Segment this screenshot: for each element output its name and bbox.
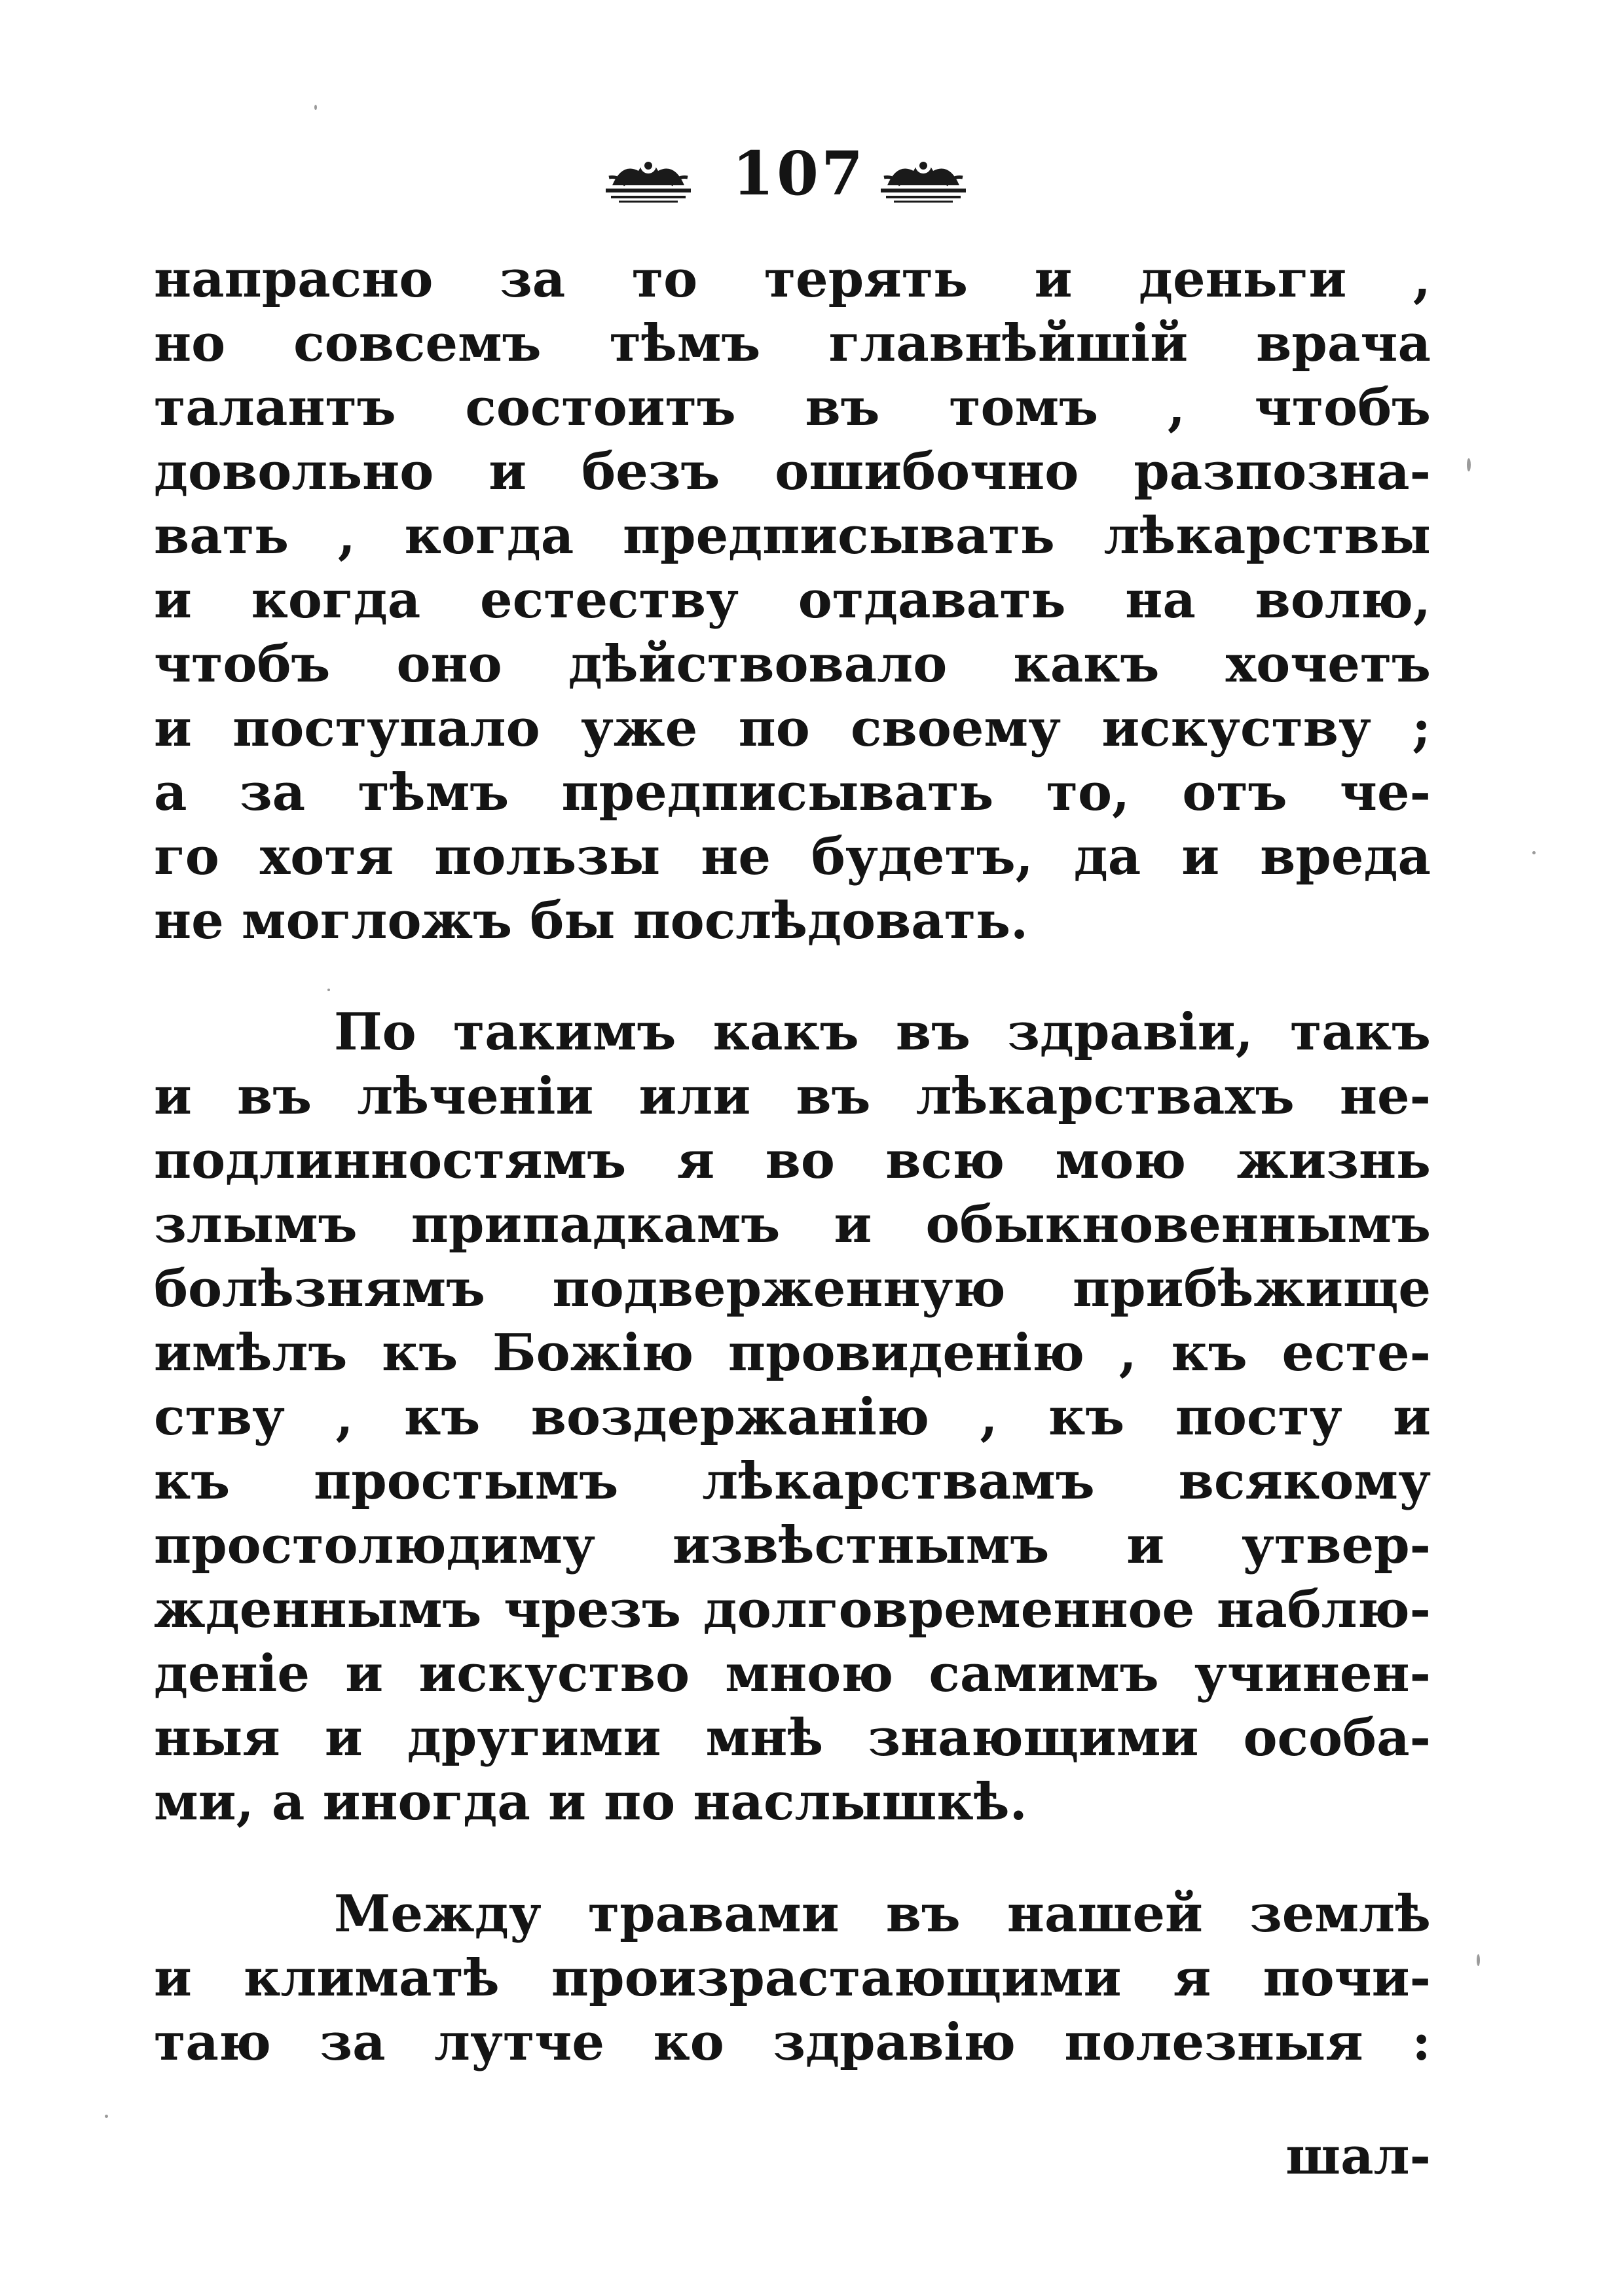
floral-ornament-icon — [874, 139, 972, 205]
print-speck — [105, 2115, 108, 2118]
text-line: и климатѣ произрастающими я почи- — [154, 1948, 1431, 2008]
text-line: болѣзнямъ подверженную прибѣжище — [154, 1259, 1431, 1319]
text-line: а за тѣмъ предписывать то, отъ че- — [154, 763, 1431, 822]
text-line: злымъ припадкамъ и обыкновеннымъ — [154, 1195, 1431, 1254]
text-line: ству , къ воздержанію , къ посту и — [154, 1387, 1431, 1447]
print-speck — [1477, 1954, 1480, 1966]
print-speck — [314, 105, 317, 110]
text-line: и поступало уже по своему искуству ; — [154, 699, 1431, 758]
text-line: напрасно за то терять и деньги , — [154, 249, 1431, 309]
print-speck — [327, 989, 330, 991]
text-line: таю за лутче ко здравію полезныя : — [154, 2013, 1431, 2072]
text-line: къ простымъ лѣкарствамъ всякому — [154, 1451, 1431, 1511]
paragraph-3 — [154, 1882, 1431, 2075]
text-line: простолюдиму извѣстнымъ и утвер- — [154, 1516, 1431, 1575]
text-line: подлинностямъ я во всю мою жизнь — [154, 1131, 1431, 1190]
text-line: но совсемъ тѣмъ главнѣйшій врача — [154, 314, 1431, 373]
page-header — [0, 128, 1624, 219]
text-line: Между травами въ нашей землѣ — [334, 1884, 1431, 1944]
print-speck — [1532, 851, 1536, 854]
paragraph-2 — [154, 1000, 1431, 1834]
text-line: не могложъ бы послѣдовать. — [154, 891, 1029, 951]
text-line: довольно и безъ ошибочно разпозна- — [154, 442, 1431, 501]
text-line: талантъ состоитъ въ томъ , чтобъ — [154, 378, 1431, 437]
text-line: ныя и другими мнѣ знающими особа- — [154, 1708, 1431, 1768]
paragraph-1 — [154, 247, 1431, 953]
text-line: вать , когда предписывать лѣкарствы — [154, 506, 1431, 566]
catchword: шал- — [1285, 2126, 1431, 2186]
text-line: и въ лѣченіи или въ лѣкарствахъ не- — [154, 1066, 1431, 1126]
page-number: 107 — [731, 138, 866, 209]
text-line: По такимъ какъ въ здравіи, такъ — [334, 1002, 1431, 1062]
text-line: имѣлъ къ Божію провиденію , къ есте- — [154, 1323, 1431, 1383]
text-line: деніе и искуство мною самимъ учинен- — [154, 1644, 1431, 1704]
text-line: жденнымъ чрезъ долговременное наблю- — [154, 1580, 1431, 1639]
text-line: ми, а иногда и по наслышкѣ. — [154, 1772, 1027, 1832]
print-speck — [1467, 458, 1471, 471]
text-line: го хотя пользы не будетъ, да и вреда — [154, 827, 1431, 886]
text-line: чтобъ оно дѣйствовало какъ хочетъ — [154, 634, 1431, 694]
floral-ornament-icon — [599, 139, 697, 205]
text-line: и когда естеству отдавать на волю, — [154, 570, 1431, 630]
